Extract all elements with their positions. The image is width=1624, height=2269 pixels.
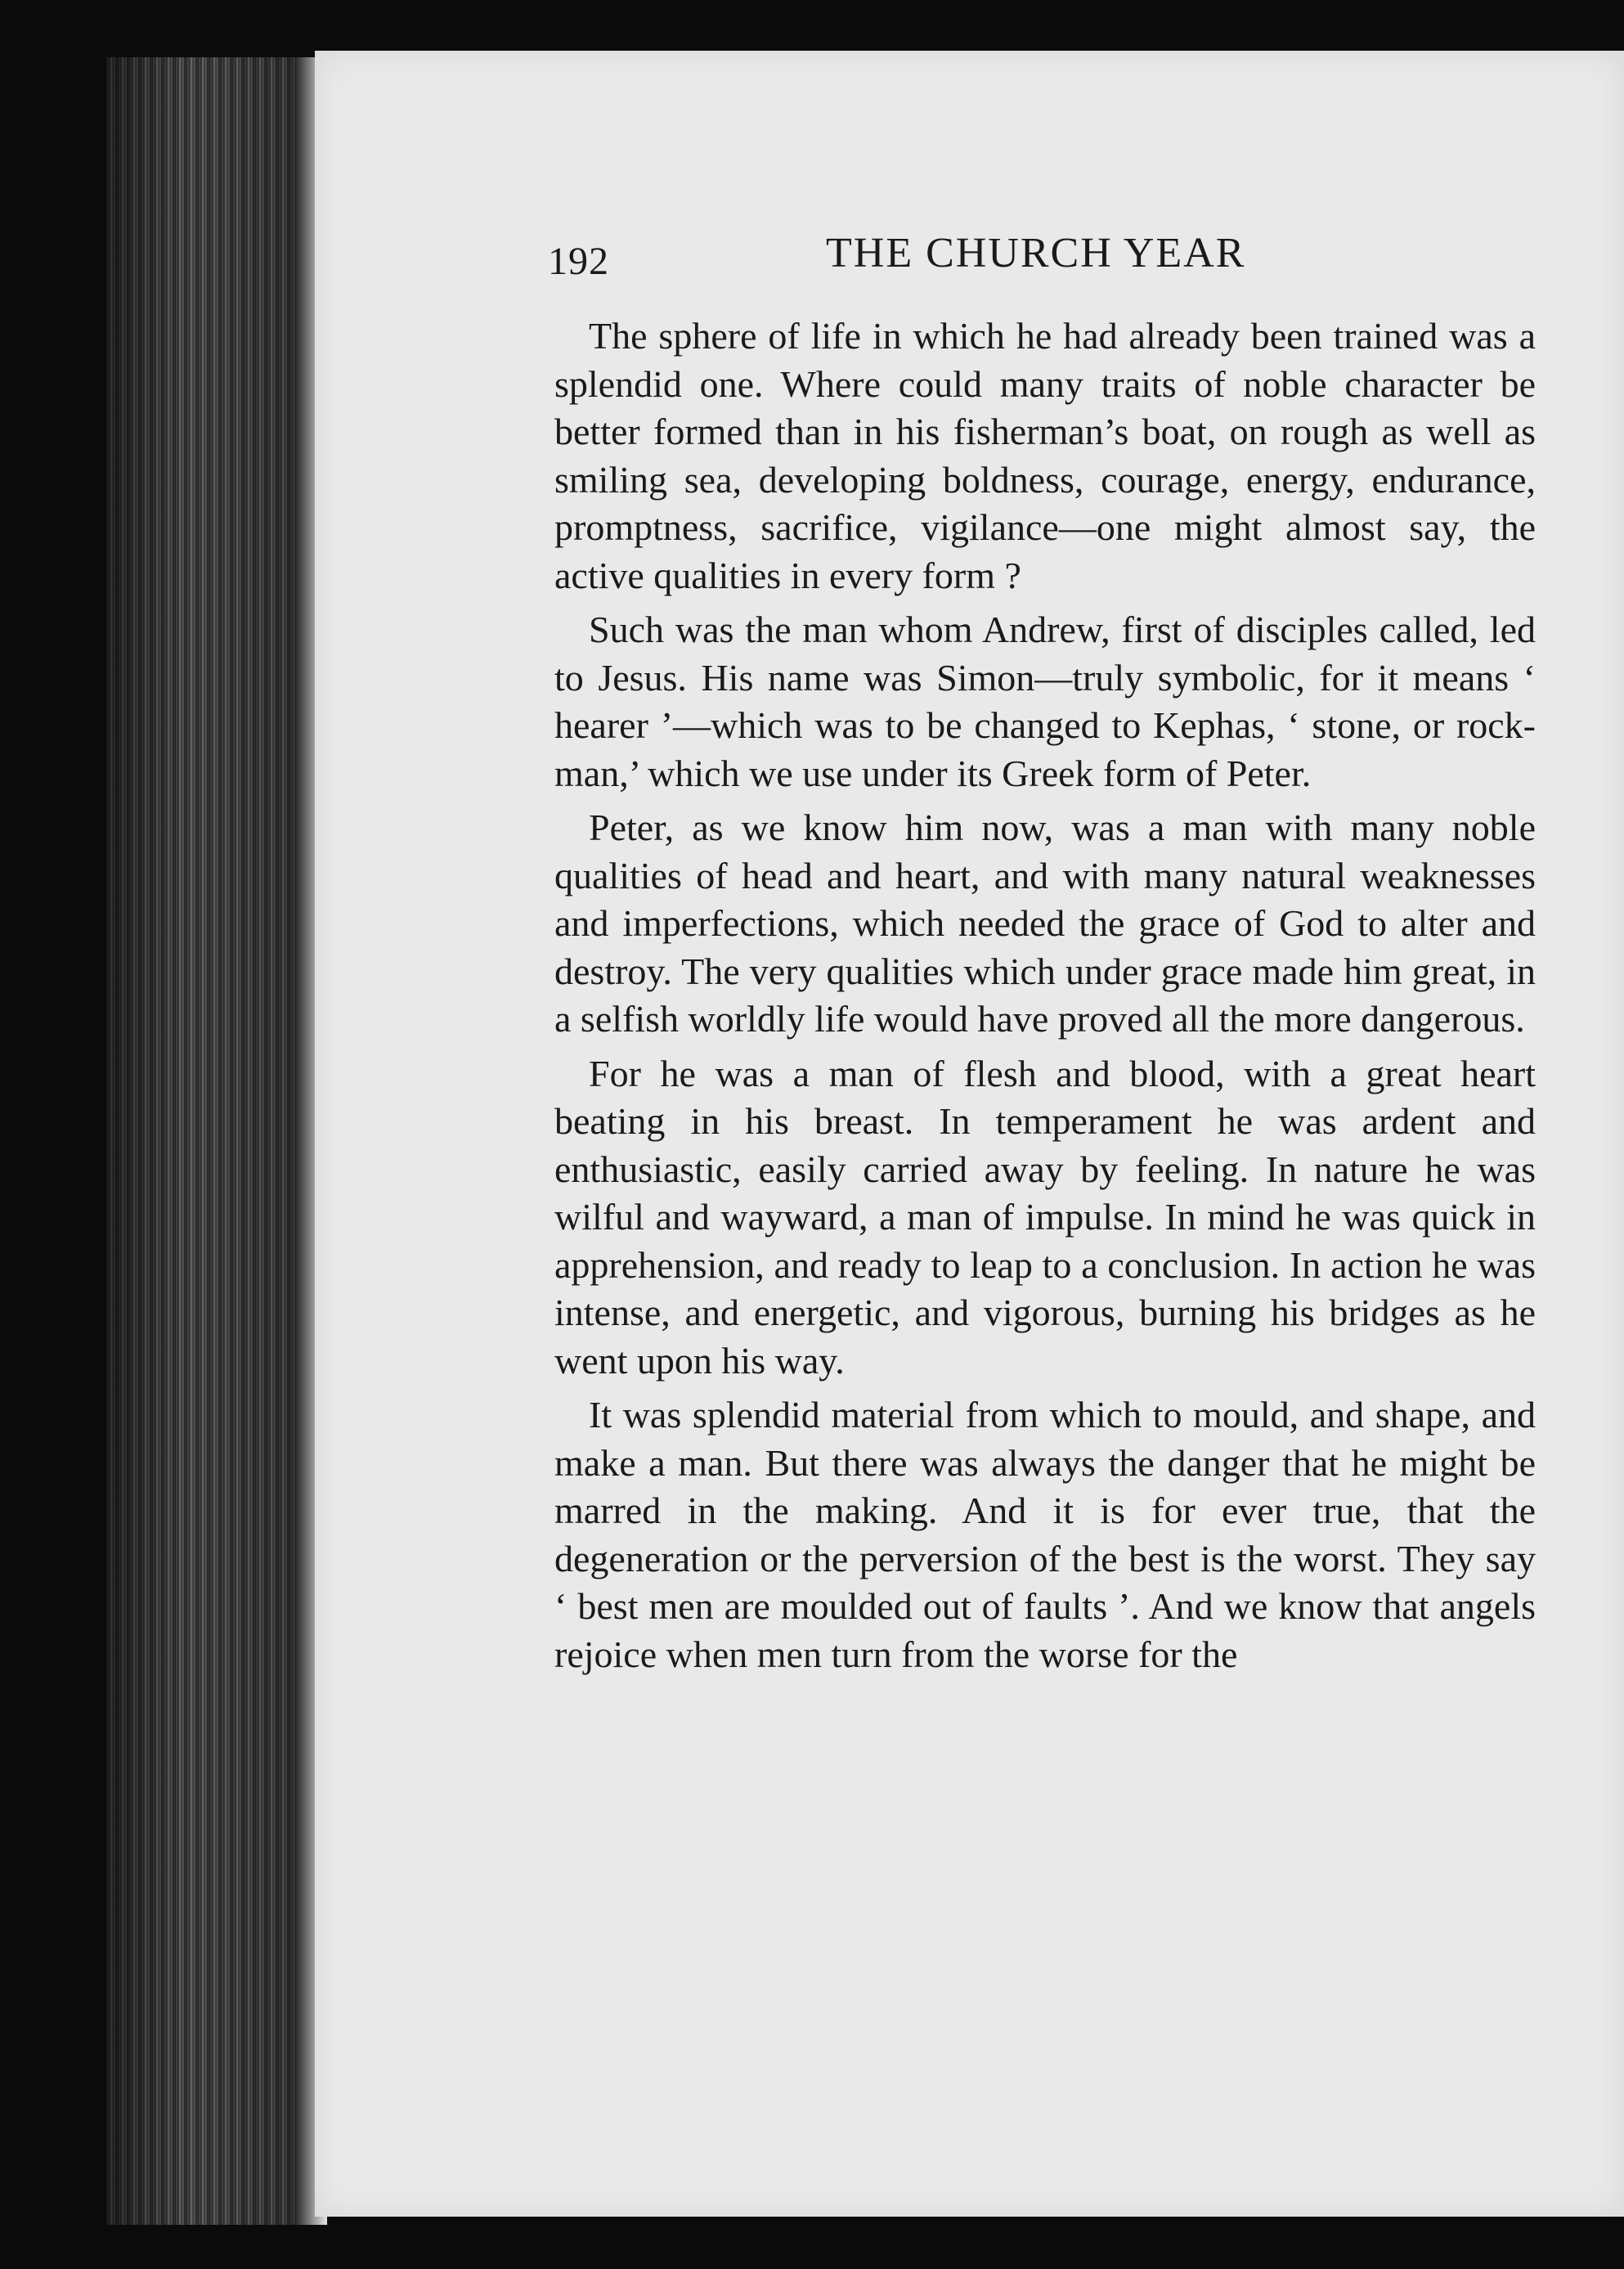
paragraph-4: For he was a man of flesh and blood, with a great heart beating in his breast. In temperament he was ardent and enthusiastic, easily carried away by feeling. In nature he was wilful and wayward, a man of impulse. In mind he was quick in apprehension, and ready to leap to a conclusion. In action he was intense, and energetic, and vigorous, burning his bridges as he went upon his way. (554, 1052, 1536, 1382)
page-header (548, 229, 1611, 286)
page-number: 192 (548, 240, 609, 283)
book-fore-edge (106, 57, 311, 2225)
body-text (554, 312, 1536, 1680)
paragraph-2: Such was the man whom Andrew, first of disciples called, led to Jesus. His name was Simon—truly symbolic, for it means ‘ hearer ’—which was to be changed to Kephas, ‘ stone, or rock-man,’ which we use under its Greek form of Peter. (554, 609, 1536, 794)
paragraph-1: The sphere of life in which he had already been trained was a splendid one. Where could many traits of noble character be better formed than in his fisherman’s boat, on rough as well as smiling sea, developing boldness, courage, energy, endurance, promptness, sacrifice, vigilance—one might almost say, the active qualities in every form ? (554, 315, 1536, 596)
paragraph-5: It was splendid material from which to mould, and shape, and make a man. But there was always the danger that he might be marred in the making. And it is for ever true, that the degeneration or the perversion of the best is the worst. They say ‘ best men are moulded out of faults ’. And we know that angels rejoice when men turn from the worse for the (554, 1394, 1536, 1675)
book-page (315, 51, 1624, 2217)
running-head: THE CHURCH YEAR (826, 230, 1246, 276)
paragraph-3: Peter, as we know him now, was a man with many noble qualities of head and heart, and with many natural weaknesses and imperfections, which needed the grace of God to alter and destroy. The very qualities which under grace made him great, in a selfish worldly life would have proved all the more dangerous. (554, 807, 1536, 1040)
